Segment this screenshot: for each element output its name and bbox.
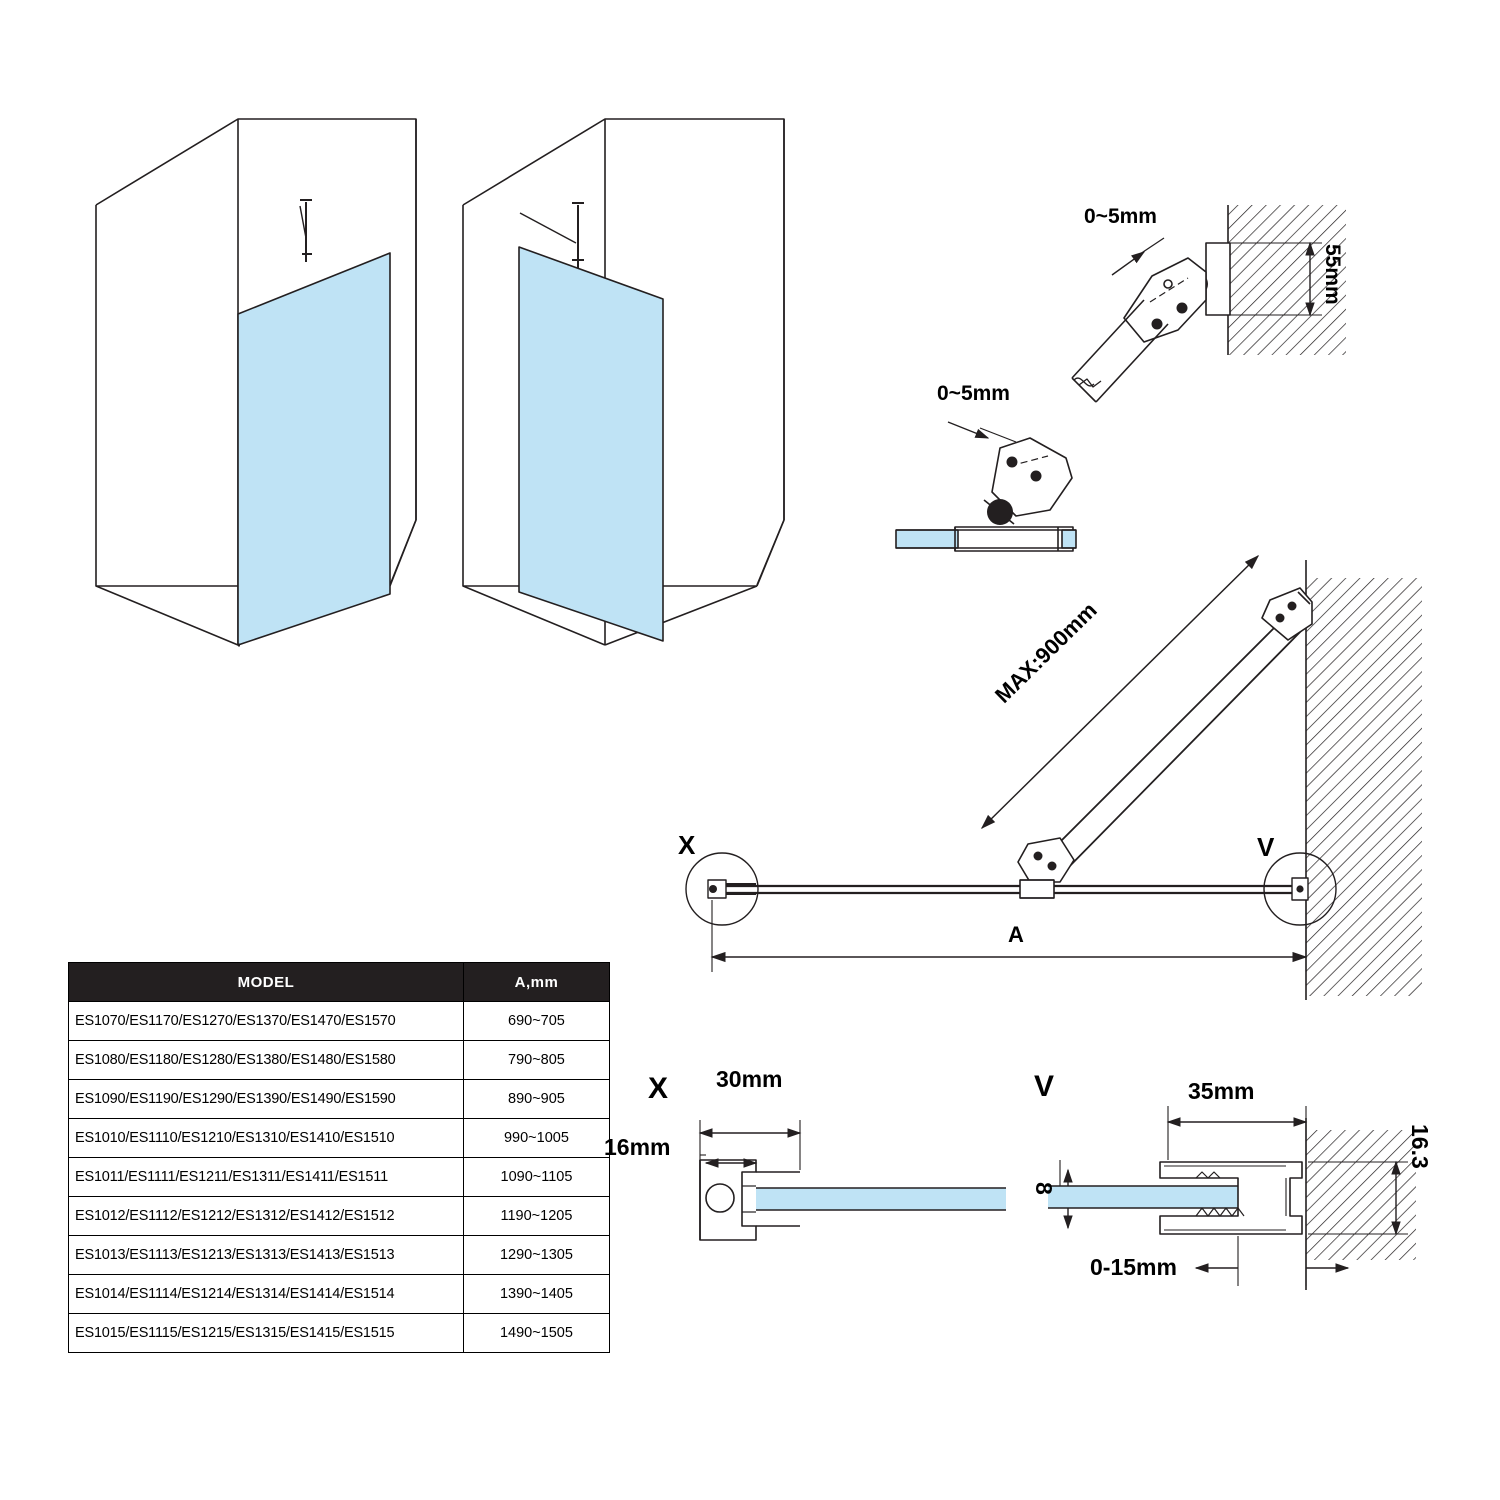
label-bracket-gap-top: 0~5mm [1084,205,1157,228]
table-header-row [69,963,610,1002]
cell-model: ES1010/ES1110/ES1210/ES1310/ES1410/ES1510 [69,1119,464,1158]
table-row [69,1002,610,1041]
table-row [69,1314,610,1353]
table-header-model: MODEL [69,963,464,1002]
cell-a: 890~905 [463,1080,609,1119]
support-bar-bracket-detail [896,205,1346,551]
cell-a: 1190~1205 [463,1197,609,1236]
cell-a: 1290~1305 [463,1236,609,1275]
label-wall-plate-height: 55mm [1321,244,1344,305]
cell-model: ES1090/ES1190/ES1290/ES1390/ES1490/ES1590 [69,1080,464,1119]
cell-model: ES1070/ES1170/ES1270/ES1370/ES1470/ES1570 [69,1002,464,1041]
label-callout-v-section: V [1034,1070,1055,1103]
cell-a: 990~1005 [463,1119,609,1158]
cell-a: 1090~1105 [463,1158,609,1197]
table-row [69,1080,610,1119]
cell-a: 1390~1405 [463,1275,609,1314]
walk-in-panel-right-view [463,119,784,645]
table-row [69,1275,610,1314]
label-profile-v-height: 16.3 [1407,1124,1433,1169]
label-bracket-gap-bottom: 0~5mm [937,382,1010,405]
model-dimension-table [68,962,610,1353]
cell-model: ES1080/ES1180/ES1280/ES1380/ES1480/ES1580 [69,1041,464,1080]
label-callout-x-plan: X [678,830,696,860]
table-row [69,1197,610,1236]
table-row [69,1119,610,1158]
label-max-bar-length: MAX:900mm [990,597,1102,708]
walk-in-panel-left-view [96,119,416,645]
cell-model: ES1012/ES1112/ES1212/ES1312/ES1412/ES1512 [69,1197,464,1236]
table-row [69,1041,610,1080]
label-glass-thickness: 8 [1031,1182,1057,1195]
cell-a: 1490~1505 [463,1314,609,1353]
label-callout-x-section: X [648,1072,669,1105]
label-callout-v-plan: V [1257,832,1275,862]
label-plan-dim-a: A [1008,922,1024,947]
label-profile-x-depth: 16mm [604,1134,671,1160]
label-profile-v-adjust: 0-15mm [1090,1254,1177,1280]
table-header-a: A,mm [463,963,609,1002]
top-plan-view [686,556,1422,1000]
label-profile-x-width: 30mm [716,1066,783,1092]
x-profile-section [700,1120,1006,1240]
cell-model: ES1015/ES1115/ES1215/ES1315/ES1415/ES1515 [69,1314,464,1353]
table-row [69,1158,610,1197]
label-profile-v-width: 35mm [1188,1078,1255,1104]
cell-a: 790~805 [463,1041,609,1080]
cell-model: ES1013/ES1113/ES1213/ES1313/ES1413/ES1513 [69,1236,464,1275]
cell-model: ES1011/ES1111/ES1211/ES1311/ES1411/ES1511 [69,1158,464,1197]
cell-model: ES1014/ES1114/ES1214/ES1314/ES1414/ES1514 [69,1275,464,1314]
table-row [69,1236,610,1275]
cell-a: 690~705 [463,1002,609,1041]
